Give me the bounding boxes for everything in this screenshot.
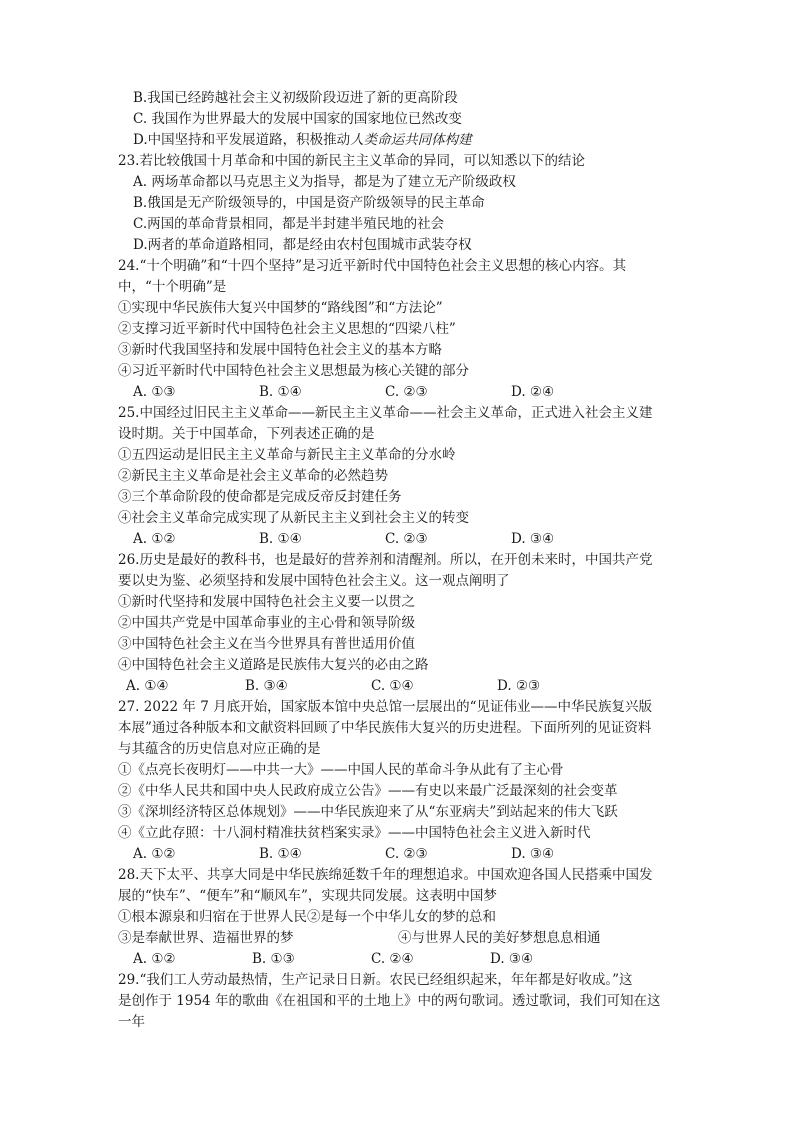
q28-stem-line1: 28.天下太平、共享大同是中华民族绵延数千年的理想追求。中国欢迎各国人民搭乘中国发 xyxy=(118,867,653,883)
q24-choice-c: C. ②③ xyxy=(385,384,428,400)
q24-choice-d: D. ②④ xyxy=(511,384,555,400)
q22-option-c: C. 我国作为世界最大的发展中国家的国家地位已然改变 xyxy=(133,111,462,127)
q29-stem-line2: 是创作于 1954 年的歌曲《在祖国和平的土地上》中的两句歌词。透过歌词，我们可知在这 xyxy=(118,993,661,1009)
q26-choice-a: A. ①④ xyxy=(126,678,169,694)
q28-statement-4: ④与世界人民的美好梦想息息相通 xyxy=(398,930,601,946)
q26-statement-4: ④中国特色社会主义道路是民族伟大复兴的必由之路 xyxy=(118,657,429,673)
q26-stem-line1: 26.历史是最好的教科书，也是最好的营养剂和清醒剂。所以，在开创未来时，中国共产党 xyxy=(118,552,653,568)
q27-choice-d: D. ③④ xyxy=(511,846,555,862)
q24-choice-a: A. ①③ xyxy=(133,384,176,400)
q27-stem-line1: 27. 2022 年 7 月底开始，国家版本馆中央总馆一层展出的“见证伟业——中华民族复兴版 xyxy=(118,699,652,715)
q25-statement-2: ②新民主主义革命是社会主义革命的必然趋势 xyxy=(118,468,388,484)
q24-statement-1: ①实现中华民族伟大复兴中国梦的“路线图”和“方法论” xyxy=(118,300,443,316)
q27-statement-4: ④《立此存照：十八洞村精准扶贫档案实录》——中国特色社会主义进入新时代 xyxy=(118,825,591,841)
q22-option-b: B.我国已经跨越社会主义初级阶段迈进了新的更高阶段 xyxy=(133,90,458,106)
q25-choice-b: B. ①④ xyxy=(259,531,302,547)
q25-choice-a: A. ①② xyxy=(133,531,176,547)
q27-statement-2: ②《中华人民共和国中央人民政府成立公告》——有史以来最广泛最深刻的社会变革 xyxy=(118,783,618,799)
q27-stem-line3: 与其蕴含的历史信息对应正确的是 xyxy=(118,741,321,757)
q25-stem-line2: 设时期。关于中国革命，下列表述正确的是 xyxy=(118,426,375,442)
q24-statement-4: ④习近平新时代中国特色社会主义思想最为核心关键的部分 xyxy=(118,363,469,379)
q25-choice-d: D. ③④ xyxy=(511,531,555,547)
q26-statement-2: ②中国共产党是中国革命事业的主心骨和领导阶级 xyxy=(118,615,415,631)
q23-option-a: A. 两场革命都以马克思主义为指导，都是为了建立无产阶级政权 xyxy=(133,174,516,190)
q26-choice-b: B. ③④ xyxy=(245,678,288,694)
q22-option-d-italic: 人类命运共同体构建 xyxy=(350,132,472,148)
q24-stem-line2: 中，“十个明确”是 xyxy=(118,279,227,295)
q28-choice-c: C. ②④ xyxy=(371,951,414,967)
q28-choice-a: A. ①② xyxy=(133,951,176,967)
q24-statement-3: ③新时代我国坚持和发展中国特色社会主义的基本方略 xyxy=(118,342,442,358)
q27-statement-1: ①《点亮长夜明灯——中共一大》——中国人民的革命斗争从此有了主心骨 xyxy=(118,762,564,778)
q27-choice-a: A. ①② xyxy=(133,846,176,862)
q27-choice-b: B. ①④ xyxy=(259,846,302,862)
q26-statement-3: ③中国特色社会主义在当今世界具有普世适用价值 xyxy=(118,636,415,652)
q23-option-c: C.两国的革命背景相同，都是半封建半殖民地的社会 xyxy=(133,216,445,232)
q26-choice-d: D. ②③ xyxy=(497,678,541,694)
q22-option-d-text: D.中国坚持和平发展道路，积极推动 xyxy=(133,132,351,148)
q28-statement-3: ③是奉献世界、造福世界的梦 xyxy=(118,930,294,946)
q25-statement-4: ④社会主义革命完成实现了从新民主主义到社会主义的转变 xyxy=(118,510,469,526)
q26-choice-c: C. ①④ xyxy=(371,678,414,694)
q23-option-b: B.俄国是无产阶级领导的，中国是资产阶级领导的民主革命 xyxy=(133,195,485,211)
q29-stem-line3: 一年 xyxy=(118,1014,145,1030)
q28-choice-b: B. ①③ xyxy=(252,951,295,967)
q27-stem-line2: 本展”通过各种版本和文献资料回顾了中华民族伟大复兴的历史进程。下面所列的见证资料 xyxy=(118,720,652,736)
q26-stem-line2: 要以史为鉴、必须坚持和发展中国特色社会主义。这一观点阐明了 xyxy=(118,573,510,589)
q24-statement-2: ②支撑习近平新时代中国特色社会主义思想的“四梁八柱” xyxy=(118,321,456,337)
q27-statement-3: ③《深圳经济特区总体规划》——中华民族迎来了从“东亚病夫”到站起来的伟大飞跃 xyxy=(118,804,618,820)
q25-statement-3: ③三个革命阶段的使命都是完成反帝反封建任务 xyxy=(118,489,402,505)
q28-stem-line2: 展的“快车”、“便车”和“顺风车”，实现共同发展。这表明中国梦 xyxy=(118,888,497,904)
q29-stem-line1: 29.“我们工人劳动最热情，生产记录日日新。农民已经组织起来，年年都是好收成。”这 xyxy=(118,972,633,988)
q28-statement-1-2: ①根本源泉和归宿在于世界人民②是每一个中华儿女的梦的总和 xyxy=(118,909,496,925)
q23-option-d: D.两者的革命道路相同，都是经由农村包围城市武装夺权 xyxy=(133,237,472,253)
q25-stem-line1: 25.中国经过旧民主主义革命——新民主主义革命——社会主义革命，正式进入社会主义建 xyxy=(118,405,653,421)
q24-choice-b: B. ①④ xyxy=(259,384,302,400)
q26-statement-1: ①新时代坚持和发展中国特色社会主义要一以贯之 xyxy=(118,594,415,610)
q22-option-d xyxy=(133,130,472,150)
q23-stem: 23.若比较俄国十月革命和中国的新民主主义革命的异同，可以知悉以下的结论 xyxy=(118,153,585,169)
q28-choice-d: D. ③④ xyxy=(490,951,534,967)
q27-choice-c: C. ②③ xyxy=(385,846,428,862)
q25-statement-1: ①五四运动是旧民主主义革命与新民主主义革命的分水岭 xyxy=(118,447,456,463)
q25-choice-c: C. ②③ xyxy=(385,531,428,547)
q24-stem-line1: 24.“十个明确”和“十四个坚持”是习近平新时代中国特色社会主义思想的核心内容。其 xyxy=(118,258,627,274)
